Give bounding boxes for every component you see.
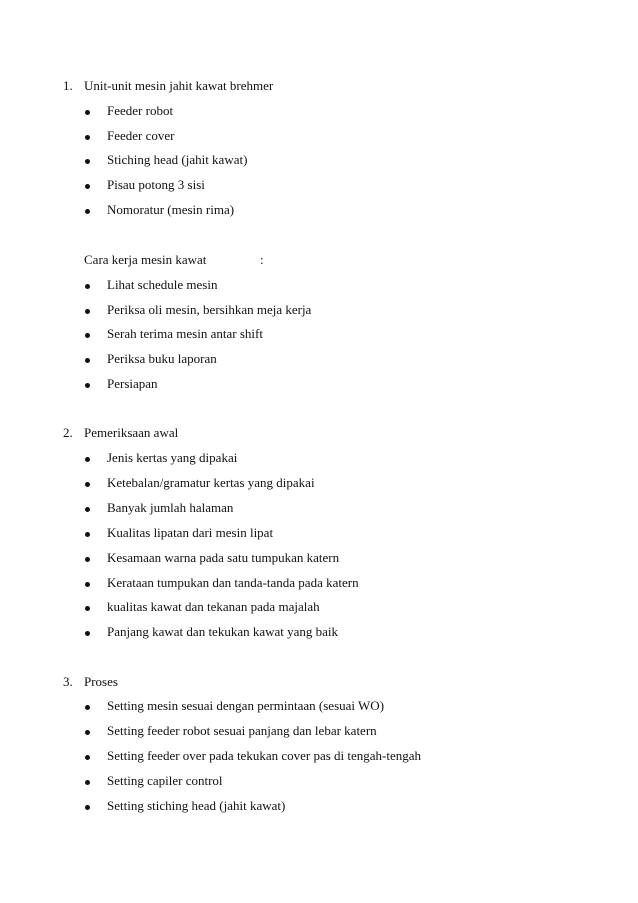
bullet-dot [85,159,90,164]
section-number: 3. [63,674,73,689]
list-item: Setting capiler control [107,773,223,788]
bullet-dot [85,730,90,735]
bullet-dot [85,333,90,338]
bullet-dot [85,631,90,636]
bullet-dot [85,457,90,462]
list-item: Banyak jumlah halaman [107,500,234,515]
bullet-dot [85,284,90,289]
list-item: Jenis kertas yang dipakai [107,450,238,465]
bullet-dot [85,358,90,363]
list-item: Panjang kawat dan tekukan kawat yang baik [107,624,339,639]
bullet-dot [85,507,90,512]
list-item: Setting stiching head (jahit kawat) [107,798,286,813]
section-title: Pemeriksaan awal [84,425,179,440]
bullet-dot [85,184,90,189]
bullet-dot [85,582,90,587]
list-item: Kesamaan warna pada satu tumpukan katern [107,550,340,565]
list-item: Pisau potong 3 sisi [107,177,205,192]
bullet-dot [85,482,90,487]
subheading: Cara kerja mesin kawat [84,252,207,267]
list-item: Periksa buku laporan [107,351,217,366]
section-title: Unit-unit mesin jahit kawat brehmer [84,78,274,93]
list-item: Periksa oli mesin, bersihkan meja kerja [107,302,312,317]
list-item: Persiapan [107,376,158,391]
subheading-colon: : [260,252,264,267]
list-item: Ketebalan/gramatur kertas yang dipakai [107,475,315,490]
list-item: Setting mesin sesuai dengan permintaan (sesuai WO) [107,698,385,713]
bullet-dot [85,110,90,115]
bullet-dot [85,557,90,562]
bullet-dot [85,755,90,760]
list-item: Serah terima mesin antar shift [107,326,263,341]
bullet-dot [85,780,90,785]
list-item: Lihat schedule mesin [107,277,218,292]
list-item: kualitas kawat dan tekanan pada majalah [107,599,320,614]
list-item: Setting feeder over pada tekukan cover pas di tengah-tengah [107,748,422,763]
section-title: Proses [84,674,118,689]
bullet-dot [85,383,90,388]
list-item: Setting feeder robot sesuai panjang dan lebar katern [107,723,377,738]
bullet-dot [85,705,90,710]
bullet-dot [85,532,90,537]
list-item: Feeder robot [107,103,174,118]
bullet-dot [85,135,90,140]
section-number: 1. [63,78,73,93]
section-number: 2. [63,425,73,440]
bullet-dot [85,209,90,214]
list-item: Nomoratur (mesin rima) [107,202,235,217]
list-item: Kerataan tumpukan dan tanda-tanda pada katern [107,575,359,590]
list-item: Stiching head (jahit kawat) [107,152,248,167]
list-item: Feeder cover [107,128,175,143]
bullet-dot [85,805,90,810]
bullet-dot [85,606,90,611]
list-item: Kualitas lipatan dari mesin lipat [107,525,274,540]
bullet-dot [85,309,90,314]
